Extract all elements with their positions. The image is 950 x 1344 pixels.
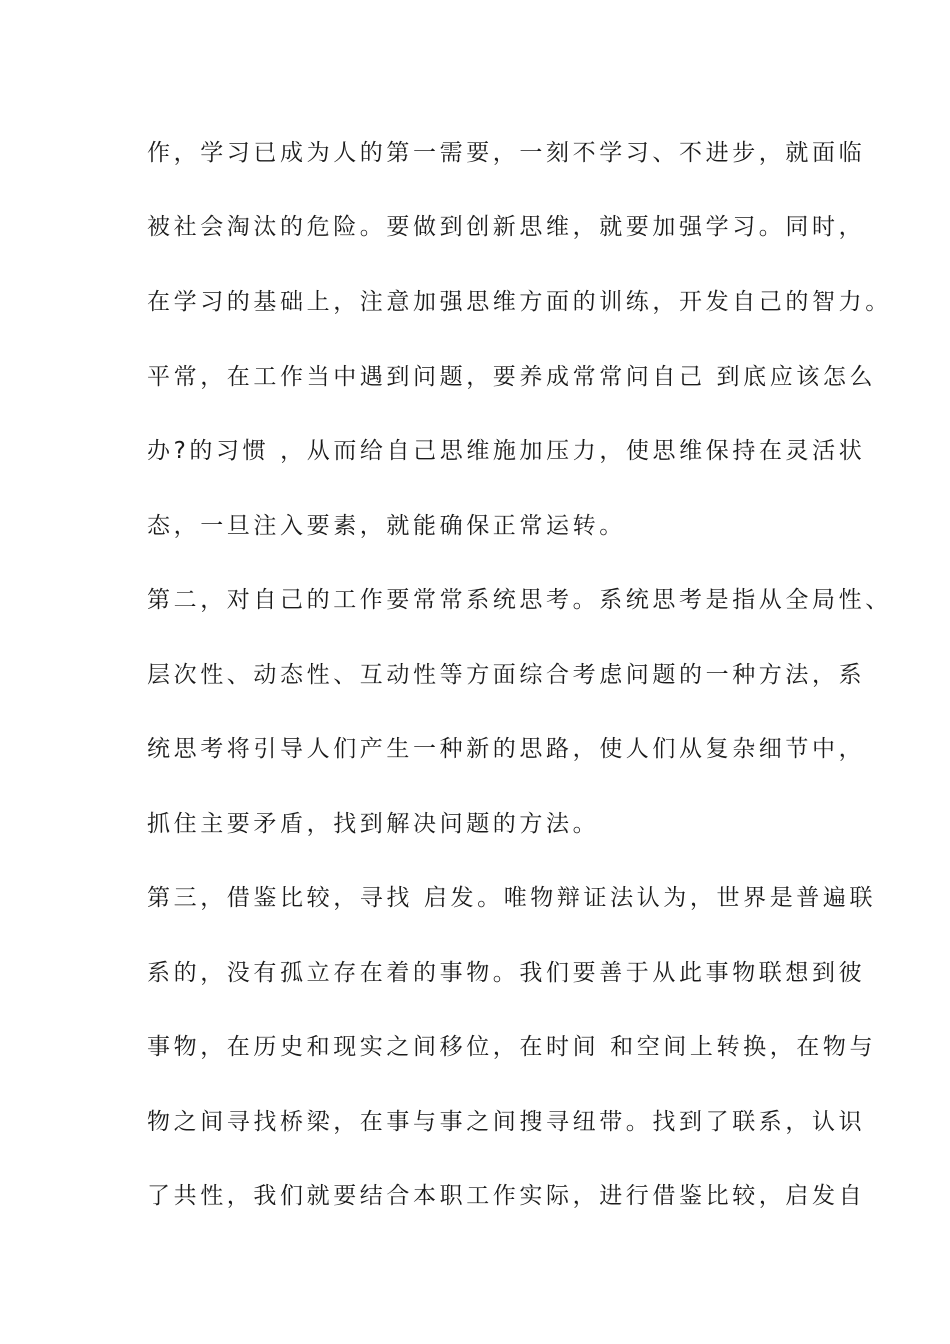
text-line: 层次性、动态性、互动性等方面综合考虑问题的一种方法，系 bbox=[147, 662, 866, 688]
text-line: 抓住主要矛盾，找到解决问题的方法。 bbox=[147, 811, 600, 837]
text-line: 在学习的基础上，注意加强思维方面的训练，开发自己的智力。 bbox=[147, 289, 892, 315]
text-line: 系的，没有孤立存在着的事物。我们要善于从此事物联想到彼 bbox=[147, 960, 866, 986]
text-line: 态，一旦注入要素，就能确保正常运转。 bbox=[147, 513, 626, 539]
text-line: 物之间寻找桥梁，在事与事之间搜寻纽带。找到了联系，认识 bbox=[147, 1109, 866, 1135]
text-line: 平常，在工作当中遇到问题，要养成常常问自己 到底应该怎么 bbox=[147, 364, 877, 390]
text-line: 办?的习惯 ，从而给自己思维施加压力，使思维保持在灵活状 bbox=[147, 438, 866, 464]
text-line: 作，学习已成为人的第一需要，一刻不学习、不进步，就面临 bbox=[147, 140, 866, 166]
text-line: 事物，在历史和现实之间移位，在时间 和空间上转换，在物与 bbox=[147, 1034, 877, 1060]
text-line: 第二，对自己的工作要常常系统思考。系统思考是指从全局性、 bbox=[147, 587, 892, 613]
text-line: 被社会淘汰的危险。要做到创新思维，就要加强学习。同时， bbox=[147, 214, 866, 240]
text-line: 第三，借鉴比较，寻找 启发。唯物辩证法认为，世界是普遍联 bbox=[147, 885, 877, 911]
text-line: 统思考将引导人们产生一种新的思路，使人们从复杂细节中， bbox=[147, 736, 866, 762]
text-line: 了共性，我们就要结合本职工作实际，进行借鉴比较，启发自 bbox=[147, 1183, 866, 1209]
